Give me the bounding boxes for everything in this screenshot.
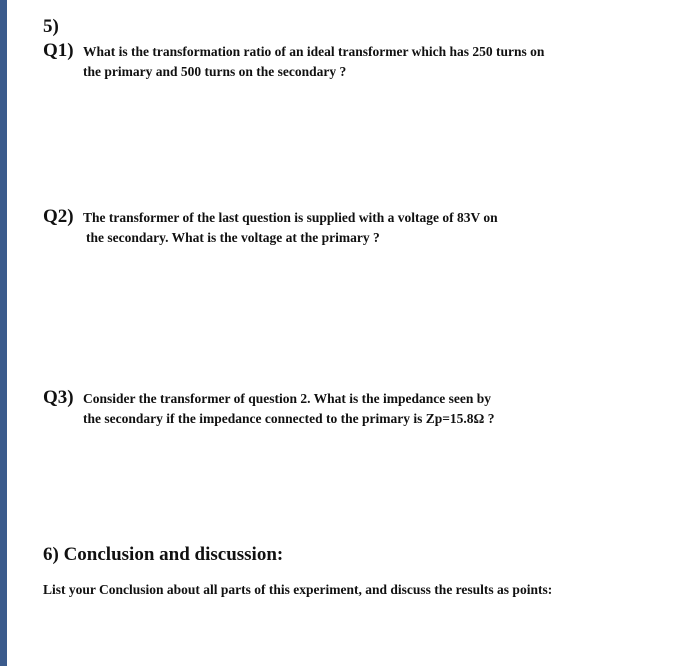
question-text-line: Consider the transformer of question 2. What is the impedance seen by: [83, 391, 491, 406]
question-text-line: What is the transformation ratio of an ideal transformer which has 250 turns on: [83, 44, 545, 59]
conclusion-heading: 6) Conclusion and discussion:: [43, 544, 284, 565]
section-number: 5): [43, 16, 59, 37]
question-label: Q2): [43, 206, 74, 227]
conclusion-instruction: List your Conclusion about all parts of this experiment, and discuss the results as points:: [43, 582, 553, 597]
question-text-line: The transformer of the last question is supplied with a voltage of 83V on: [83, 210, 498, 225]
question-text-line: the secondary. What is the voltage at the primary ?: [86, 230, 380, 245]
question-label: Q3): [43, 387, 74, 408]
question-text-line: the primary and 500 turns on the secondary ?: [83, 64, 347, 79]
question-label: Q1): [43, 40, 74, 61]
question-text-line: the secondary if the impedance connected to the primary is Zp=15.8Ω ?: [83, 411, 495, 426]
page-edge-bar: [0, 0, 7, 666]
